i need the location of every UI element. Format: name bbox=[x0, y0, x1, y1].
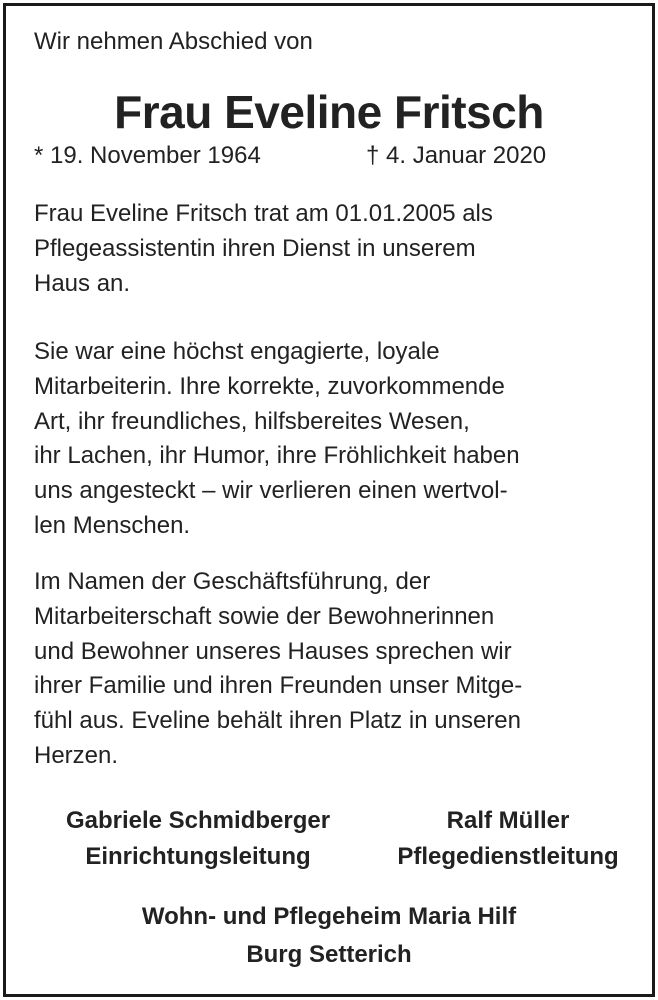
institution-location: Burg Setterich bbox=[246, 941, 412, 968]
text-line: ihrer Familie und ihren Freunden unser Mitge- bbox=[34, 672, 523, 700]
signatory-name: Gabriele Schmidberger bbox=[65, 807, 331, 834]
text-line: Frau Eveline Fritsch trat am 01.01.2005 als bbox=[34, 200, 493, 227]
text-line: Haus an. bbox=[34, 269, 131, 297]
text-line: Herzen. bbox=[34, 741, 119, 769]
signatory-role: Pflegedienstleitung bbox=[397, 843, 619, 870]
text-line: Pflegeassistentin ihren Dienst in unserem bbox=[34, 234, 476, 262]
text-line: und Bewohner unseres Hauses sprechen wir bbox=[34, 637, 512, 665]
signatory-right bbox=[368, 803, 648, 875]
paragraph-condolence bbox=[34, 565, 634, 774]
birth-date: * 19. November 1964 bbox=[34, 142, 261, 169]
signatory-name: Ralf Müller bbox=[446, 807, 570, 834]
text-line: uns angesteckt – wir verlieren einen wertvol- bbox=[34, 477, 508, 505]
institution-name: Wohn- und Pflegeheim Maria Hilf bbox=[141, 903, 517, 930]
paragraph-tribute bbox=[34, 335, 634, 544]
text-line: fühl aus. Eveline behält ihren Platz in unseren bbox=[34, 707, 521, 735]
text-line: Mitarbeiterin. Ihre korrekte, zuvorkommende bbox=[34, 372, 505, 400]
text-line: Im Namen der Geschäftsführung, der bbox=[34, 568, 431, 595]
text-line: ihr Lachen, ihr Humor, ihre Fröhlichkeit haben bbox=[34, 442, 520, 470]
paragraph-employment bbox=[34, 197, 634, 301]
signatory-role: Einrichtungsleitung bbox=[85, 843, 311, 870]
text-line: len Menschen. bbox=[34, 511, 191, 539]
death-date: † 4. Januar 2020 bbox=[366, 142, 547, 169]
text-line: Mitarbeiterschaft sowie der Bewohnerinnen bbox=[34, 602, 495, 630]
intro-line: Wir nehmen Abschied von bbox=[34, 28, 313, 55]
text-line: Sie war eine höchst engagierte, loyale bbox=[34, 338, 440, 365]
deceased-name: Frau Eveline Fritsch bbox=[114, 86, 544, 138]
institution-block bbox=[0, 898, 658, 974]
signatory-left bbox=[18, 803, 378, 875]
text-line: Art, ihr freundliches, hilfsbereites Wesen, bbox=[34, 407, 470, 435]
